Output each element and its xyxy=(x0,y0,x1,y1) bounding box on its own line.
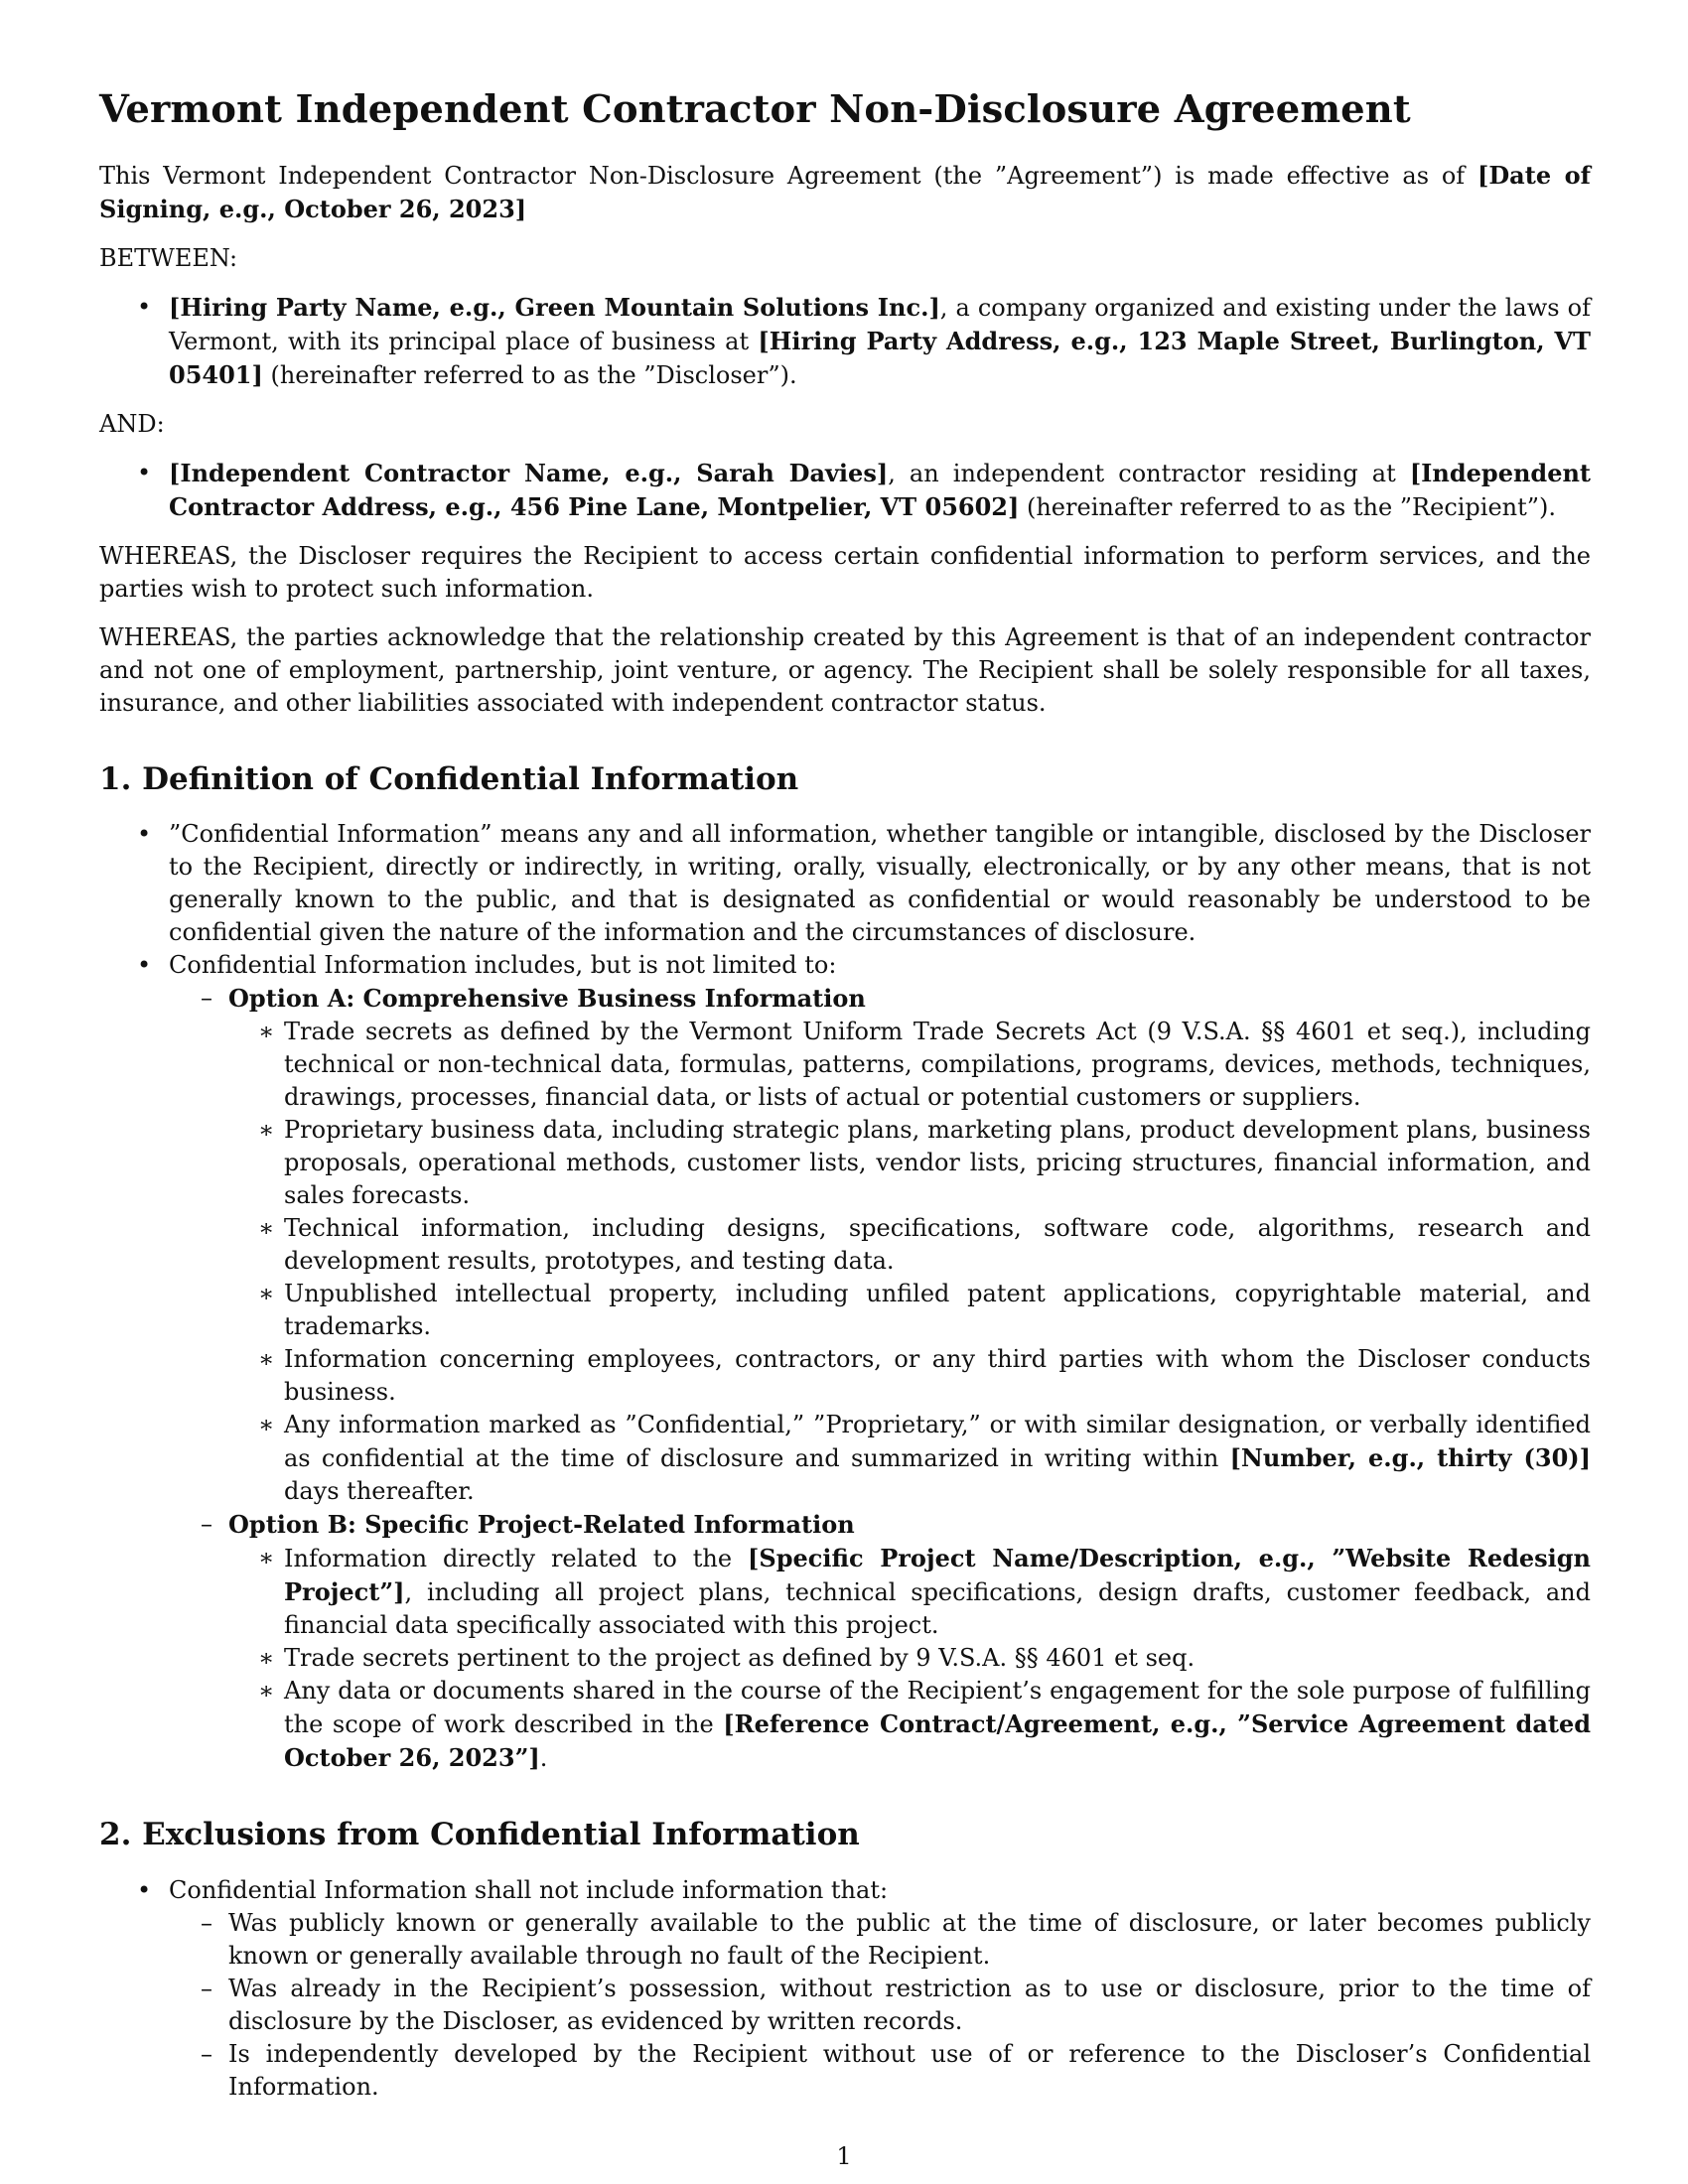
party2-text2: (hereinafter referred to as the ”Recipient”). xyxy=(1019,493,1557,522)
includes-item xyxy=(99,949,1591,1775)
page-number: 1 xyxy=(836,2142,852,2170)
option-b-heading: Option B: Specific Project-Related Information xyxy=(228,1510,855,1540)
section1-list xyxy=(99,818,1591,1775)
project-placeholder: [Specific Project Name/Description, e.g., ”Website Redesign Project”] xyxy=(284,1544,1591,1607)
list-item: – Was publicly known or generally available to the public at the time of disclosure, or later becomes publicly known or generally available through no fault of the Recipient. xyxy=(169,1907,1591,1973)
exclusions-item xyxy=(99,1874,1591,2104)
option-b-item1-text: Information directly related to the xyxy=(284,1545,749,1573)
list-item: ∗ Trade secrets as defined by the Vermont Uniform Trade Secrets Act (9 V.S.A. §§ 4601 et seq.), including technical or non-technical data, formulas, patterns, compilations, programs, devices, methods, techniques, drawings, processes, financial data, or lists of actual or potential customers or suppliers. xyxy=(228,1016,1591,1114)
whereas-paragraph-2: WHEREAS, the parties acknowledge that the relationship created by this Agreement is that of an independent contractor and not one of employment, partnership, joint venture, or agency. The Recipient shall be solely responsible for all taxes, insurance, and other liabilities associated with independent contractor status. xyxy=(99,623,1591,718)
section2-list xyxy=(99,1874,1591,2104)
party2-name: [Independent Contractor Name, e.g., Sarah Davies] xyxy=(169,459,889,488)
includes-text: Confidential Information includes, but is not limited to: xyxy=(169,951,837,980)
contract-placeholder: [Reference Contract/Agreement, e.g., ”Service Agreement dated October 26, 2023”] xyxy=(284,1709,1592,1773)
section1-heading: 1. Definition of Confidential Information xyxy=(99,761,799,798)
option-b-item xyxy=(169,1508,1591,1775)
party1-address: [Hiring Party Address, e.g., 123 Maple Street, Burlington, VT 05401] xyxy=(169,327,1591,390)
option-a-item xyxy=(169,982,1591,1508)
intro-paragraph xyxy=(99,159,1591,226)
option-b-item3-end: . xyxy=(539,1744,548,1773)
party1-text1: , a company organized and existing under the laws of Vermont, with its principal place of business at xyxy=(169,294,1591,356)
option-a-heading: Option A: Comprehensive Business Information xyxy=(228,984,866,1014)
list-item: – Is independently developed by the Recipient without use of or reference to the Discloser’s Confidential Information. xyxy=(169,2038,1591,2104)
party1-text2: (hereinafter referred to as the ”Discloser”). xyxy=(262,361,797,390)
date-placeholder: [Date of Signing, e.g., October 26, 2023] xyxy=(99,161,1591,224)
list-item xyxy=(228,1409,1591,1508)
party1-name: [Hiring Party Name, e.g., Green Mountain Solutions Inc.] xyxy=(169,293,940,323)
intro-text: This Vermont Independent Contractor Non-Disclosure Agreement (the ”Agreement”) is made effective as of xyxy=(99,162,1478,191)
party2-address: [Independent Contractor Address, e.g., 456 Pine Lane, Montpelier, VT 05602] xyxy=(169,459,1591,522)
option-b-item1-end: , including all project plans, technical specifications, design drafts, customer feedback, and financial data specifically associated with this project. xyxy=(284,1578,1591,1640)
section2-heading: 2. Exclusions from Confidential Information xyxy=(99,1817,860,1853)
party2-item xyxy=(99,457,1591,524)
party1-item xyxy=(99,291,1591,392)
list-item: ∗ Unpublished intellectual property, including unfiled patent applications, copyrightable material, and trademarks. xyxy=(228,1278,1591,1343)
list-item: ∗ Proprietary business data, including strategic plans, marketing plans, product development plans, business proposals, operational methods, customer lists, vendor lists, pricing structures, financial information, and sales forecasts. xyxy=(228,1114,1591,1212)
option-b-list xyxy=(228,1542,1591,1775)
and-label: AND: xyxy=(99,410,165,439)
list-item xyxy=(228,1542,1591,1642)
list-item: – Was already in the Recipient’s possession, without restriction as to use or disclosure, prior to the time of disclosure by the Discloser, as evidenced by written records. xyxy=(169,1973,1591,2038)
exclusions-intro: Confidential Information shall not include information that: xyxy=(169,1875,889,1904)
option-a-list xyxy=(228,1016,1591,1508)
exclusions-list xyxy=(169,1907,1591,2104)
party1-list xyxy=(99,291,1591,392)
options-list xyxy=(169,982,1591,1775)
party2-text1: , an independent contractor residing at xyxy=(888,460,1410,488)
list-item: ∗ Technical information, including designs, specifications, software code, algorithms, research and development results, prototypes, and testing data. xyxy=(228,1212,1591,1278)
definition-item: • ”Confidential Information” means any and all information, whether tangible or intangible, disclosed by the Discloser to the Recipient, directly or indirectly, in writing, orally, visually, electronically, or by any other means, that is not generally known to the public, and that is designated as confidential or would reasonably be understood to be confidential given the nature of the information and the circumstances of disclosure. xyxy=(99,818,1591,949)
days-placeholder: [Number, e.g., thirty (30)] xyxy=(1229,1443,1591,1473)
between-label: BETWEEN: xyxy=(99,244,238,273)
document-title: Vermont Independent Contractor Non-Disclosure Agreement xyxy=(99,87,1411,132)
list-item xyxy=(228,1675,1591,1775)
whereas-paragraph-1: WHEREAS, the Discloser requires the Recipient to access certain confidential information to perform services, and the parties wish to protect such information. xyxy=(99,542,1591,604)
option-b-item3-text: Any data or documents shared in the course of the Recipient’s engagement for the sole purpose of fulfilling the scope of work described in the xyxy=(284,1677,1591,1739)
party2-list xyxy=(99,457,1591,524)
item6-end: days thereafter. xyxy=(284,1477,475,1506)
list-item: ∗ Information concerning employees, contractors, or any third parties with whom the Discloser conducts business. xyxy=(228,1343,1591,1409)
list-item: ∗ Trade secrets pertinent to the project as defined by 9 V.S.A. §§ 4601 et seq. xyxy=(228,1642,1591,1675)
item6-text: Any information marked as ”Confidential,” ”Proprietary,” or with similar designation, or verbally identified as confidential at the time of disclosure and summarized in writing within xyxy=(284,1411,1591,1473)
